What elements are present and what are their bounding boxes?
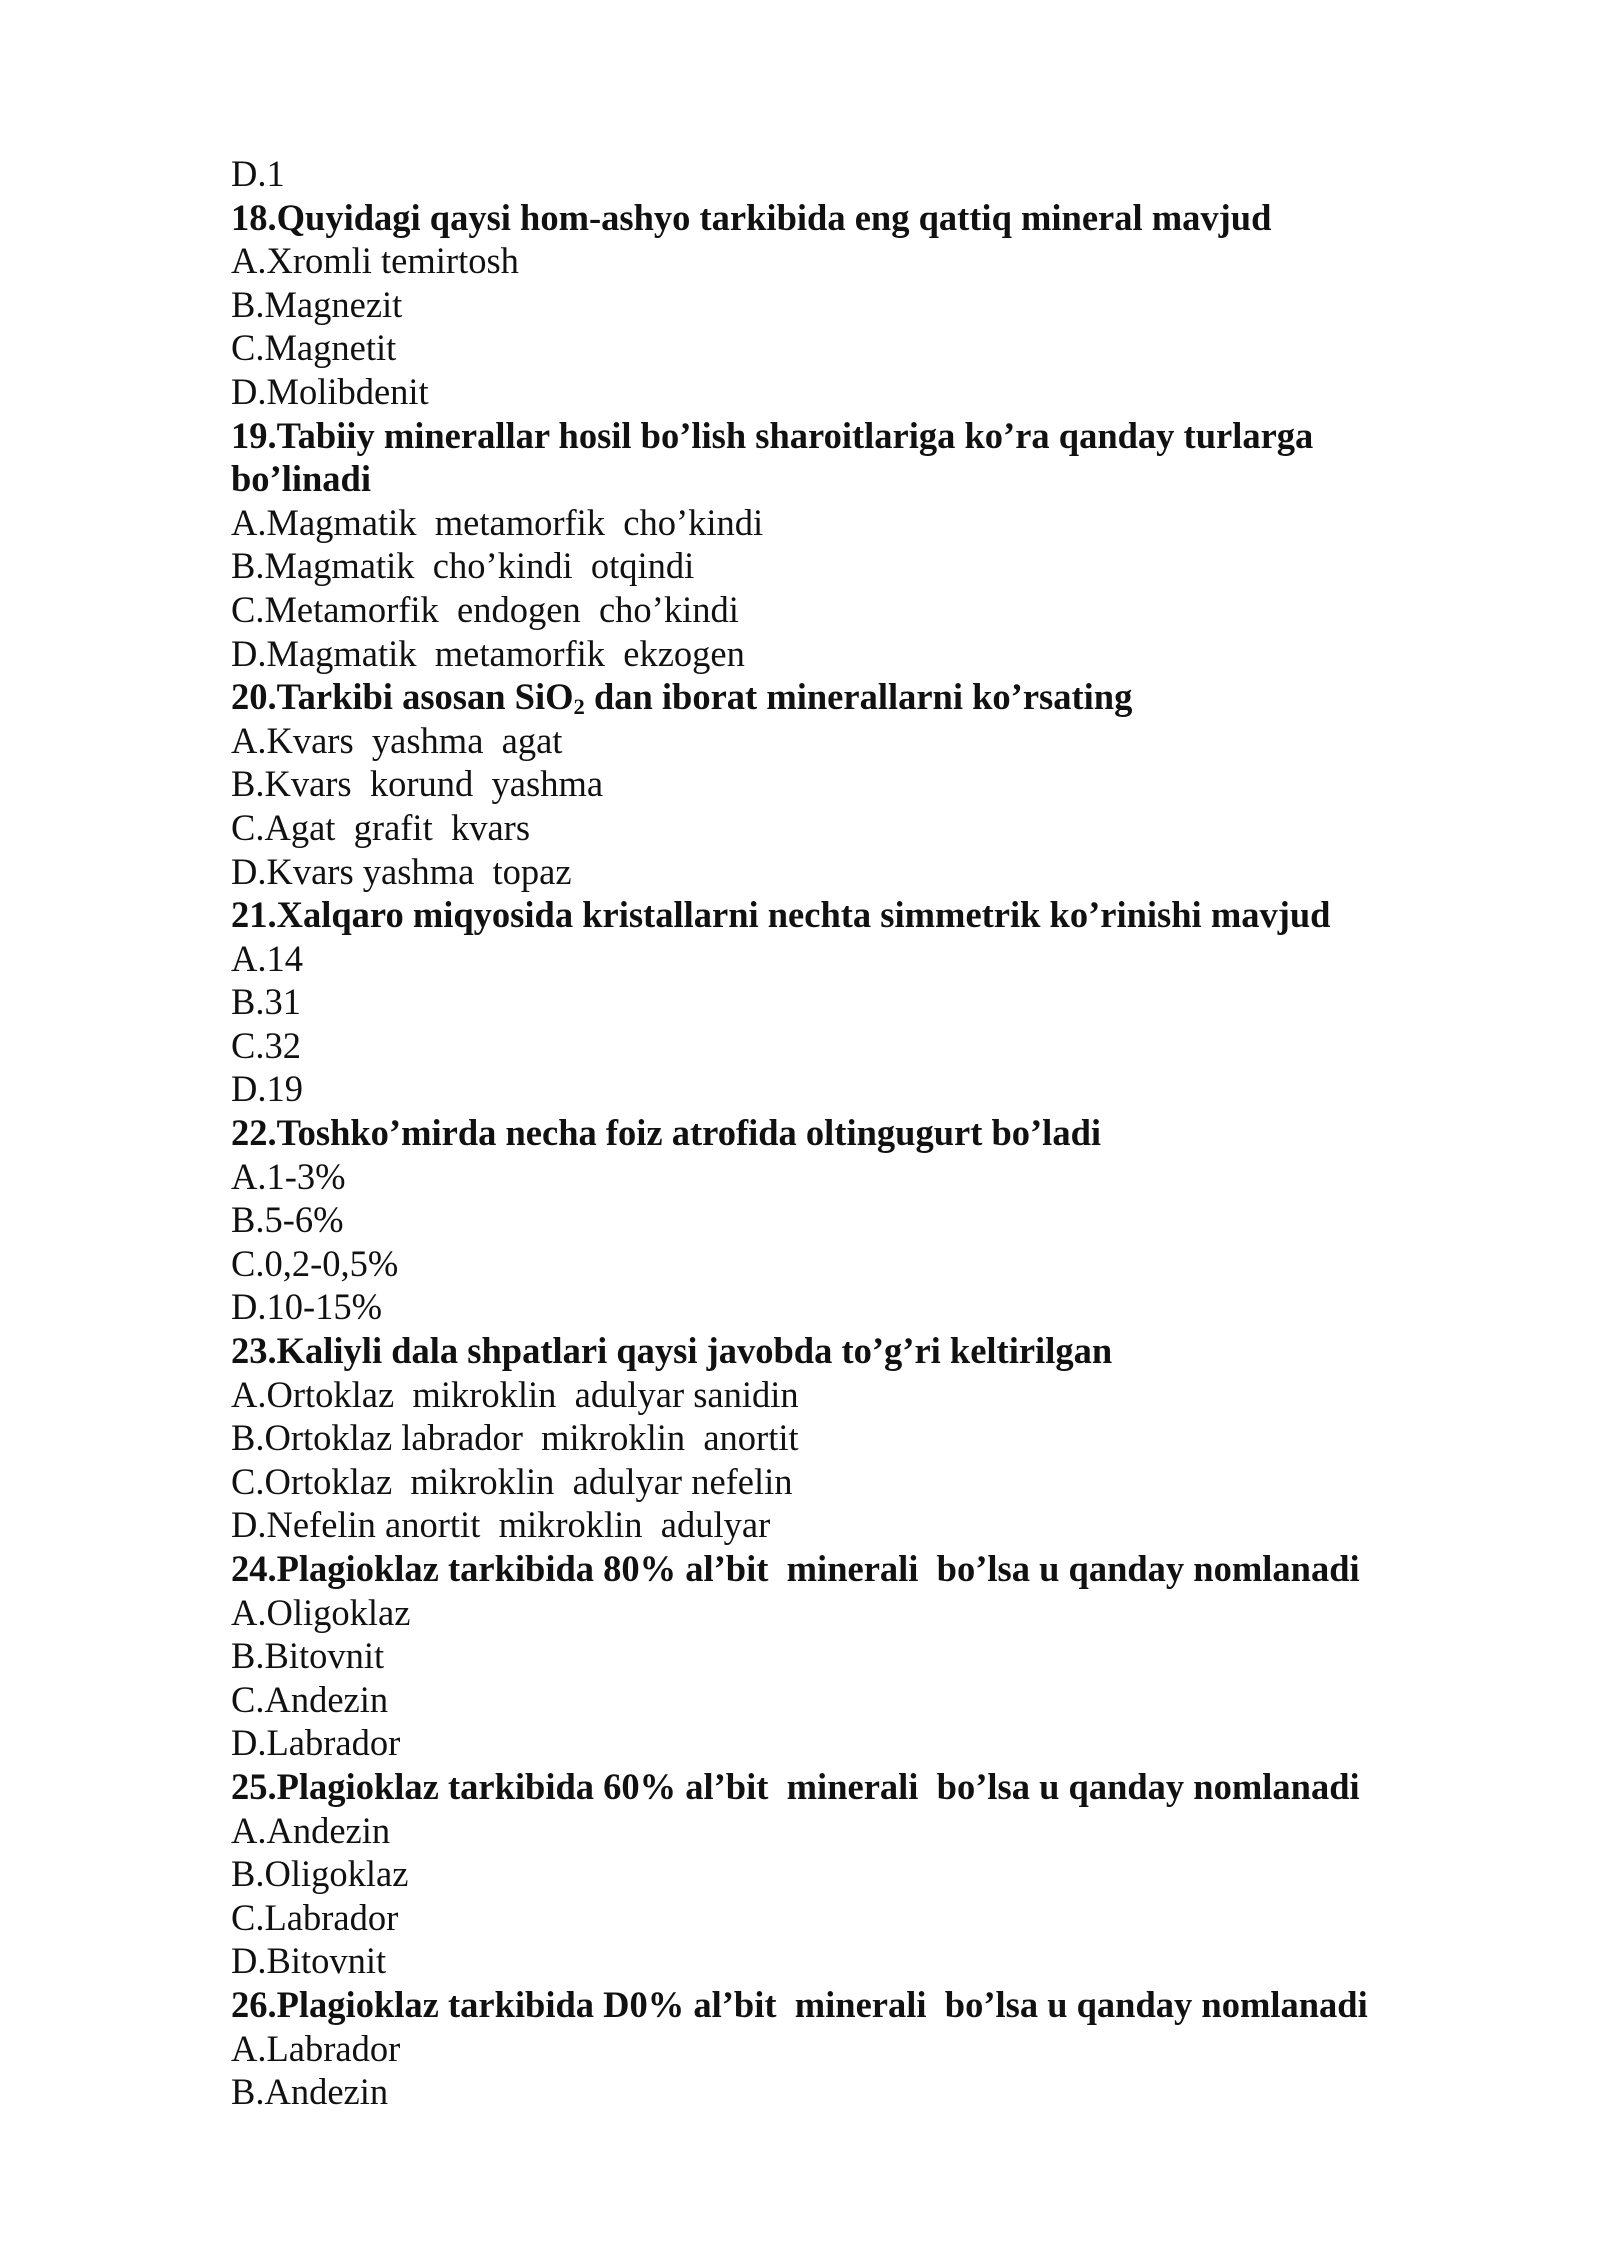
question-22-heading xyxy=(231,1111,1481,1155)
question-18-heading xyxy=(231,196,1481,240)
question-text: Plagioklaz tarkibida D0% al’bit minerali bo’lsa u qanday nomlanadi xyxy=(276,1983,1368,2025)
option-line: A.Andezin xyxy=(231,1809,391,1851)
question-number: 19. xyxy=(231,414,277,456)
question-number: 18. xyxy=(231,196,277,238)
question-23-heading xyxy=(231,1329,1481,1373)
option-line: B.Andezin xyxy=(231,2071,389,2113)
question-20-heading xyxy=(231,675,1481,719)
option-line: D.Labrador xyxy=(231,1722,401,1764)
option-line: C.Metamorfik endogen cho’kindi xyxy=(231,588,739,630)
question-19-heading xyxy=(231,414,1381,501)
question-text: Tabiiy minerallar hosil bo’lish sharoitlariga ko’ra qanday turlarga bo’linadi xyxy=(231,414,1323,500)
option-line: B.Magmatik cho’kindi otqindi xyxy=(231,545,695,587)
question-text-end: dan iborat minerallarni ko’rsating xyxy=(584,676,1133,718)
question-text: Kaliyli dala shpatlari qaysi javobda to’g’ri keltirilgan xyxy=(276,1330,1113,1372)
question-25-heading xyxy=(231,1765,1481,1809)
question-21-heading xyxy=(231,893,1481,937)
option-line: A.1-3% xyxy=(231,1155,346,1197)
question-number: 21. xyxy=(231,894,277,936)
question-number: 22. xyxy=(231,1112,277,1154)
question-number: 20. xyxy=(231,676,277,718)
option-line: A.Kvars yashma agat xyxy=(231,719,563,761)
option-line: B.31 xyxy=(231,981,301,1023)
option-line: D.1 xyxy=(231,153,285,194)
option-line: C.Agat grafit kvars xyxy=(231,806,531,848)
option-line: D.Bitovnit xyxy=(231,1940,387,1982)
option-line: D.10-15% xyxy=(231,1286,383,1328)
option-line: D.Magmatik metamorfik ekzogen xyxy=(231,632,745,674)
option-line: C.Labrador xyxy=(231,1896,399,1938)
option-line: A.Labrador xyxy=(231,2027,401,2069)
option-line: C.Ortoklaz mikroklin adulyar nefelin xyxy=(231,1460,793,1502)
option-line: B.Ortoklaz labrador mikroklin anortit xyxy=(231,1417,799,1459)
option-line: B.Kvars korund yashma xyxy=(231,763,604,805)
option-line: B.Magnezit xyxy=(231,283,403,325)
option-line: B.Oligoklaz xyxy=(231,1853,409,1895)
question-text: Plagioklaz tarkibida 80% al’bit minerali bo’lsa u qanday nomlanadi xyxy=(276,1548,1360,1589)
option-line: A.Xromli temirtosh xyxy=(231,240,519,282)
option-line: A.Ortoklaz mikroklin adulyar sanidin xyxy=(231,1373,799,1415)
document-body xyxy=(231,152,1481,2114)
option-line: D.Kvars yashma topaz xyxy=(231,850,572,892)
question-number: 26. xyxy=(231,1983,277,2025)
subscript: 2 xyxy=(573,694,585,720)
option-line: A.Magmatik metamorfik cho’kindi xyxy=(231,501,764,543)
option-line: B.5-6% xyxy=(231,1199,344,1241)
option-line: D.Nefelin anortit mikroklin adulyar xyxy=(231,1504,771,1546)
option-line: D.Molibdenit xyxy=(231,370,429,412)
question-26-heading xyxy=(231,1983,1481,2027)
question-text: Quyidagi qaysi hom-ashyo tarkibida eng qattiq mineral mavjud xyxy=(276,196,1272,238)
option-line: D.19 xyxy=(231,1068,303,1110)
question-number: 24. xyxy=(231,1548,277,1589)
question-text-start: Tarkibi asosan SiO xyxy=(276,676,574,718)
question-text: Xalqaro miqyosida kristallarni nechta simmetrik ko’rinishi mavjud xyxy=(276,894,1331,936)
question-24-heading xyxy=(231,1547,1481,1591)
question-number: 23. xyxy=(231,1330,277,1372)
option-line: A.14 xyxy=(231,937,303,979)
question-number: 25. xyxy=(231,1765,277,1807)
option-line: B.Bitovnit xyxy=(231,1635,385,1677)
question-text: Plagioklaz tarkibida 60% al’bit minerali bo’lsa u qanday nomlanadi xyxy=(276,1765,1360,1807)
option-line: C.Andezin xyxy=(231,1678,389,1720)
option-line: C.Magnetit xyxy=(231,327,397,369)
option-line: A.Oligoklaz xyxy=(231,1591,411,1633)
question-text: Toshko’mirda necha foiz atrofida oltingugurt bo’ladi xyxy=(276,1112,1102,1154)
option-line: C.32 xyxy=(231,1024,301,1066)
option-line: C.0,2-0,5% xyxy=(231,1242,399,1284)
